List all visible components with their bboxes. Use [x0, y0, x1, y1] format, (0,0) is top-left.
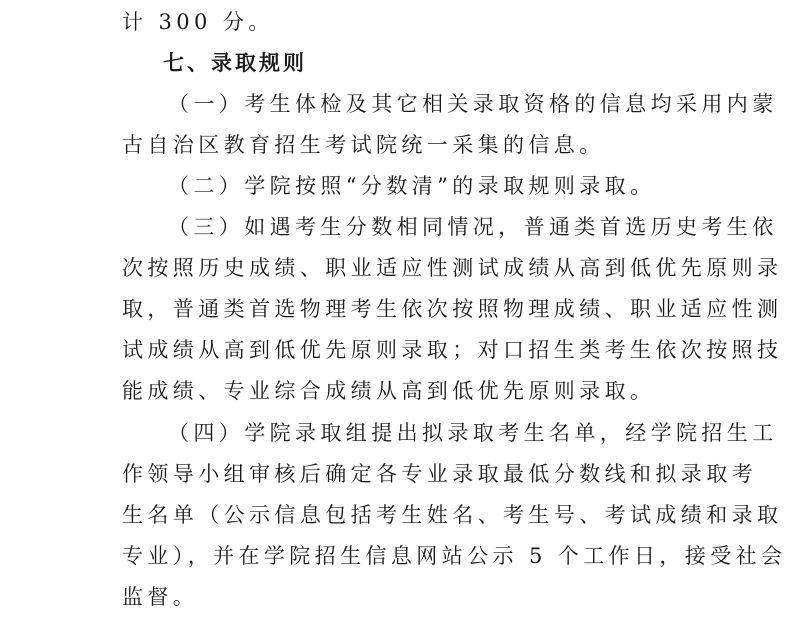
paragraph-line: 试成绩从高到低优先原则录取；对口招生类考生依次按照技: [122, 338, 783, 362]
paragraph-line: 古自治区教育招生考试院统一采集的信息。: [122, 133, 605, 157]
paragraph-line: 次按照历史成绩、职业适应性测试成绩从高到低优先原则录: [122, 256, 783, 280]
paragraph-line: （一）考生体检及其它相关录取资格的信息均采用内蒙: [168, 92, 778, 116]
paragraph-line: （三）如遇考生分数相同情况，普通类首选历史考生依: [168, 215, 778, 239]
paragraph-line: 取，普通类首选物理考生依次按照物理成绩、职业适应性测: [122, 297, 783, 321]
paragraph-line: （四）学院录取组提出拟录取考生名单，经学院招生工: [168, 421, 778, 445]
paragraph-line: 作领导小组审核后确定各专业录取最低分数线和拟录取考: [122, 462, 757, 486]
paragraph-line: （二）学院按照“分数清”的录取规则录取。: [168, 174, 656, 198]
paragraph-line: 生名单（公示信息包括考生姓名、考生号、考试成绩和录取: [122, 503, 783, 527]
paragraph-line: 专业），并在学院招生信息网站公示 5 个工作日，接受社会: [122, 544, 787, 568]
paragraph-line: 监督。: [122, 585, 199, 609]
section-heading: 七、录取规则: [163, 51, 307, 75]
previous-section-tail: 计 300 分。: [122, 10, 274, 34]
paragraph-line: 能成绩、专业综合成绩从高到低优先原则录取。: [122, 379, 656, 403]
